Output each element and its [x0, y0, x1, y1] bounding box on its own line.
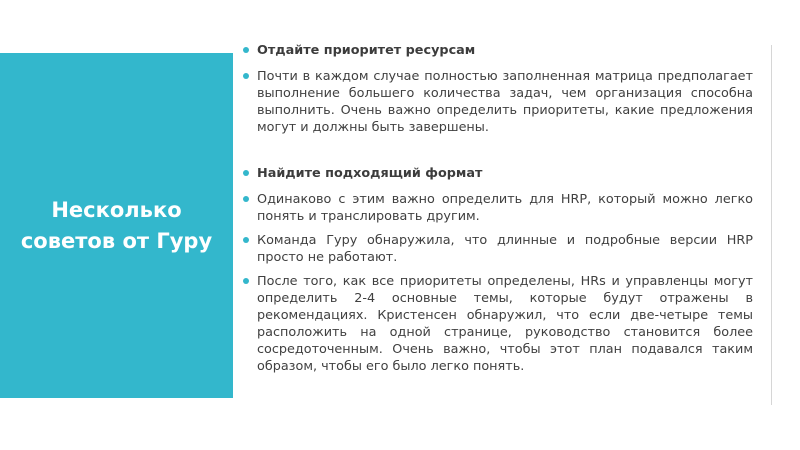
bullet-text: Одинаково с этим важно определить для HRP, который можно легко понять и транслировать другим.: [257, 192, 753, 224]
bullet-item: [243, 68, 753, 136]
bullet-item: [243, 232, 753, 266]
bullet-text: Отдайте приоритет ресурсам: [257, 43, 476, 58]
bullet-text: После того, как все приоритеты определены, HRs и управленцы могут определить 2-4 основные темы, которые будут отражены в рекомендациях. Кристенсен обнаружил, что если две-четыре темы расположить на одной странице, руководство становится более сосредоточенным. Очень важно, чтобы этот план подавался таким образом, чтобы его было легко понять.: [257, 274, 753, 374]
bullet-item: [243, 273, 753, 375]
slide-title: Несколько советов от Гуру: [20, 197, 213, 253]
bullet-item-heading: [243, 42, 753, 59]
bullet-dot-icon: [243, 170, 249, 176]
bullet-text: Команда Гуру обнаружила, что длинные и подробные версии HRP просто не работают.: [257, 233, 753, 265]
bullet-dot-icon: [243, 237, 249, 243]
title-panel: [0, 53, 233, 398]
bullet-dot-icon: [243, 73, 249, 79]
bullet-item-heading: [243, 165, 753, 182]
bullet-item: [243, 191, 753, 225]
vertical-divider: [771, 45, 772, 405]
bullet-dot-icon: [243, 196, 249, 202]
bullet-list: [243, 42, 753, 375]
bullet-dot-icon: [243, 278, 249, 284]
bullet-text: Почти в каждом случае полностью заполненная матрица предполагает выполнение большего количества задач, чем организация способна выполнить. Очень важно определить приоритеты, какие предложения могут и должны быть завершены.: [257, 69, 753, 135]
bullet-dot-icon: [243, 47, 249, 53]
bullet-text: Найдите подходящий формат: [257, 166, 483, 181]
